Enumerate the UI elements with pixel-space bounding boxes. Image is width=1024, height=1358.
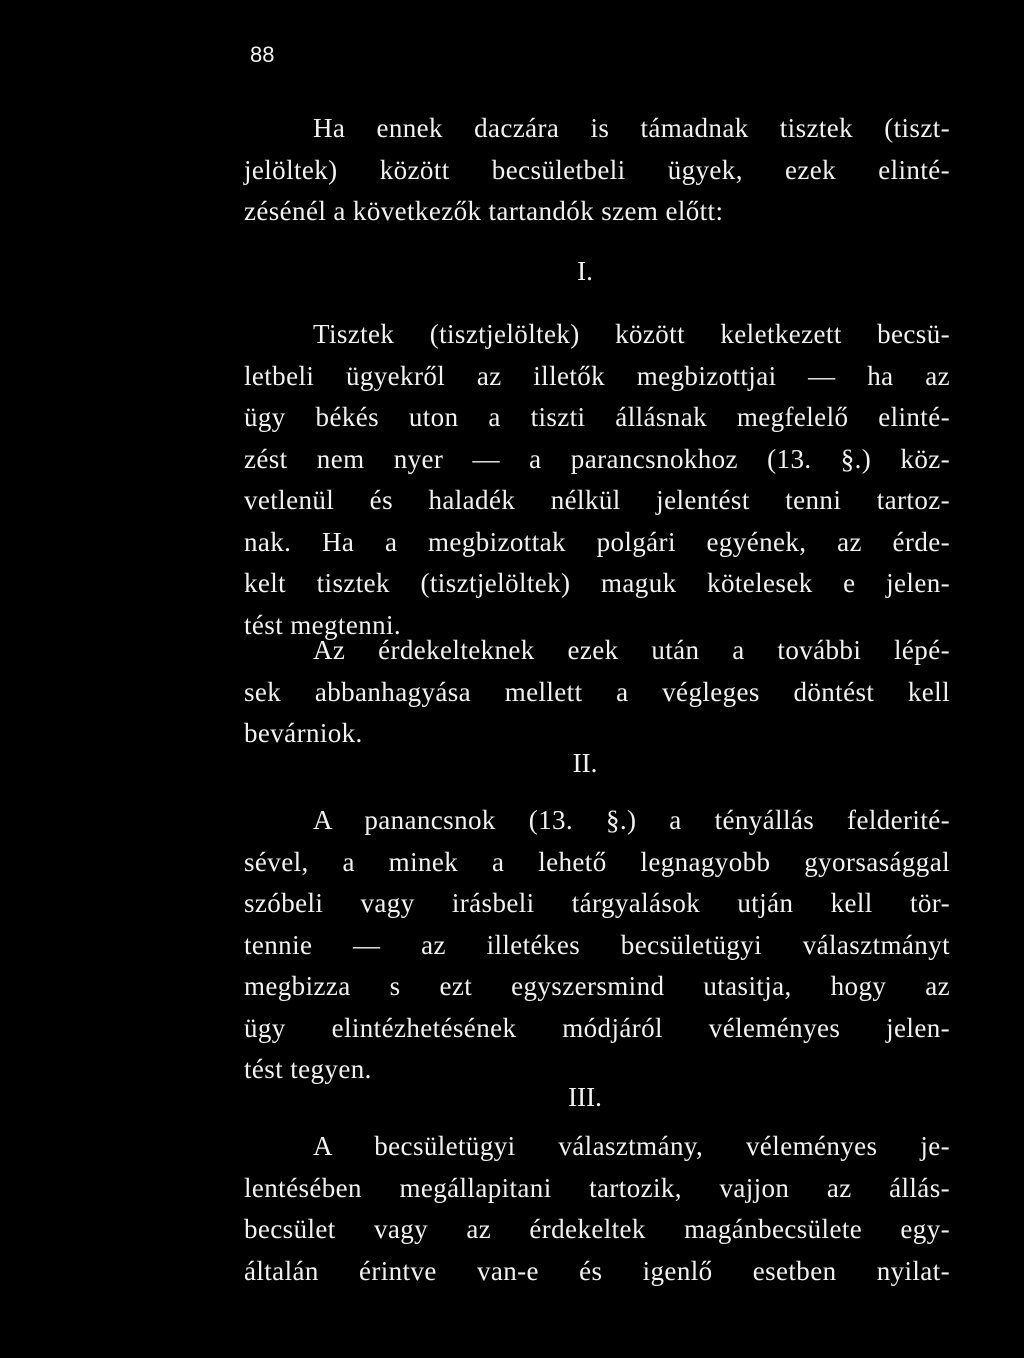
text-line: nak. Ha a megbizottak polgári egyének, az érde- [244, 526, 950, 557]
section-heading-wrap [244, 748, 950, 790]
text-line: ügy békés uton a tiszti állásnak megfelelő elinté- [244, 402, 950, 432]
intro-paragraph [244, 108, 950, 233]
page-number: 88 [250, 42, 275, 67]
text-line: Az érdekelteknek ezek után a további lépé- [313, 635, 950, 665]
text-line: zést nem nyer — a parancsnokhoz (13. §.) köz- [244, 443, 950, 474]
section-paragraph [244, 800, 950, 1091]
text-line: jelöltek) között becsületbeli ügyek, ezek elinté- [244, 154, 950, 185]
text-line: bevárniok. [244, 718, 363, 748]
text-line: sével, a minek a lehető legnagyobb gyorsasággal [244, 846, 950, 877]
text-line: vetlenül és haladék nélkül jelentést tenni tartoz- [244, 485, 950, 515]
text-line: kelt tisztek (tisztjelöltek) maguk kötelesek e jelen- [244, 568, 950, 598]
text-line: letbeli ügyekről az illetők megbizottjai — ha az [244, 360, 950, 391]
text-line: tést megtenni. [244, 609, 402, 640]
section-heading-wrap [244, 1082, 950, 1124]
text-line: általán érintve van-e és igenlő esetben nyilat- [244, 1255, 950, 1286]
text-line: szóbeli vagy irásbeli tárgyalások utján kell tör- [244, 888, 950, 918]
section-heading: II. [572, 748, 598, 778]
text-line: A panancsnok (13. §.) a tényállás felderité- [313, 805, 950, 835]
text-line: becsület vagy az érdekeltek magánbecsülete egy- [244, 1214, 950, 1244]
text-line: A becsületügyi választmány, véleményes je- [313, 1131, 950, 1161]
text-line: Tisztek (tisztjelöltek) között keletkezett becsü- [313, 319, 950, 349]
text-line: sek abbanhagyása mellett a végleges döntést kell [244, 676, 950, 707]
section-paragraph [244, 314, 950, 646]
text-line: zésénél a következők tartandók szem előtt: [244, 196, 724, 226]
section-heading: III. [568, 1082, 602, 1112]
section-heading: I. [577, 256, 593, 286]
section-heading-wrap [244, 256, 950, 298]
text-line: ügy elintézhetésének módjáról véleményes jelen- [244, 1012, 950, 1043]
text-line: lentésében megállapitani tartozik, vajjon az állás- [244, 1172, 950, 1203]
section-paragraph [244, 630, 950, 755]
text-line: megbizza s ezt egyszersmind utasitja, hogy az [244, 971, 950, 1001]
text-line: Ha ennek daczára is támadnak tisztek (tiszt- [313, 113, 950, 143]
text-line: tennie — az illetékes becsületügyi választmányt [244, 929, 950, 960]
section-paragraph [244, 1126, 950, 1292]
text-line: tést tegyen. [244, 1054, 372, 1084]
